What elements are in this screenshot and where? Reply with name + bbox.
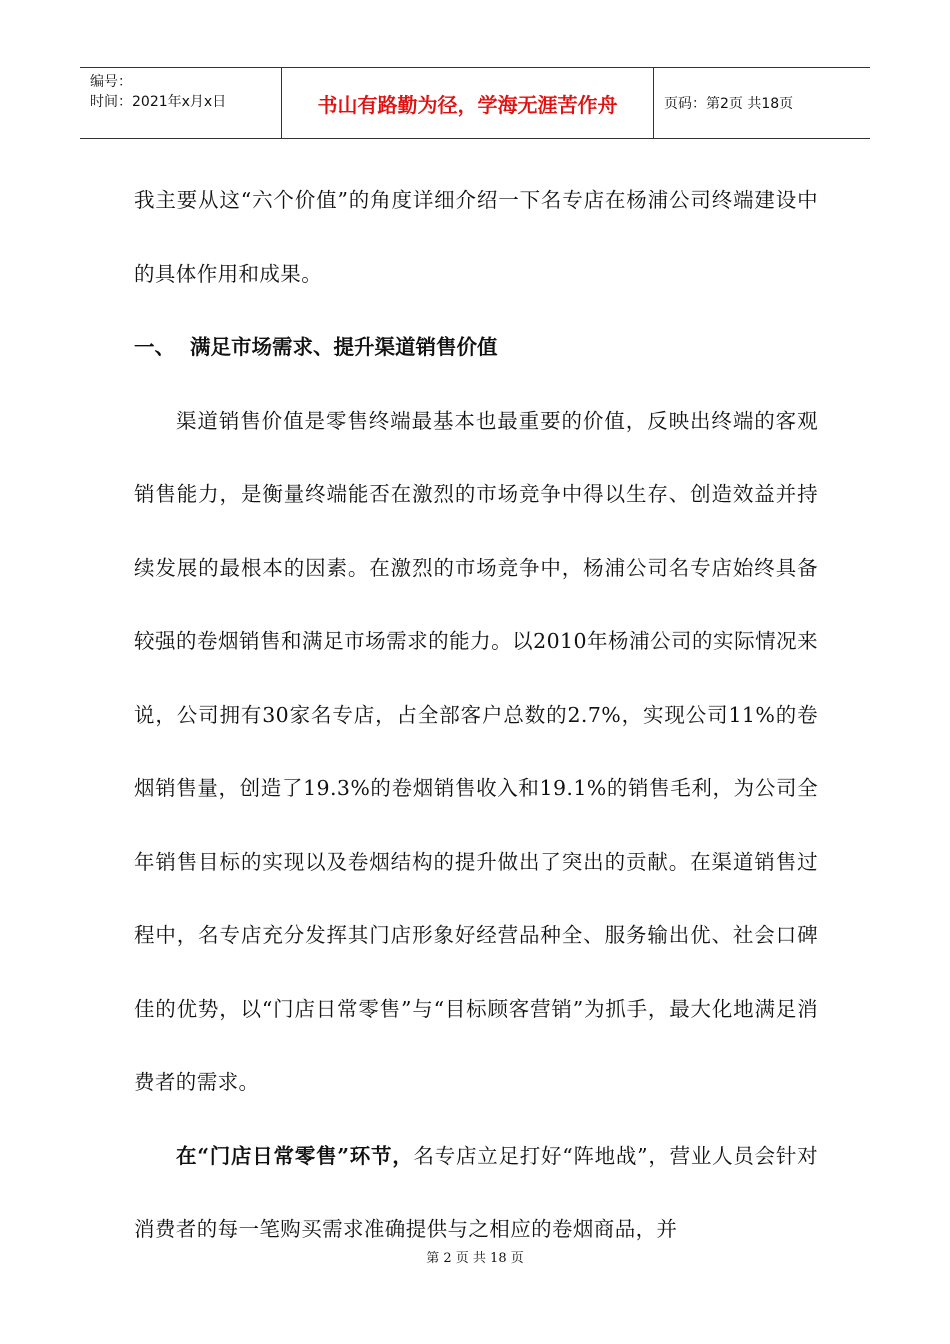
paragraph-store-retail-text: 名专店立足打好“阵地战”，营业人员会针对消费者的每一笔购买需求准确提供与之相应的卷烟商品，并 [134,1143,818,1241]
paragraph-store-retail-lead: 在“门店日常零售”环节， [176,1143,414,1168]
document-body [134,164,818,1267]
document-time-label: 时间：2021年x月x日 [90,94,227,110]
paragraph-store-retail [134,1120,818,1267]
paragraph-intro: 我主要从这“六个价值”的角度详细介绍一下名专店在杨浦公司终端建设中的具体作用和成果。 [134,188,818,286]
document-number-label: 编号： [90,74,132,90]
section-heading-number: 一、 [134,335,175,359]
header-table [80,67,870,139]
header-motto: 书山有路勤为径，学海无涯苦作舟 [282,68,654,138]
header-meta-cell [80,68,282,138]
section-heading-text: 满足市场需求、提升渠道销售价值 [190,335,498,359]
page-footer: 第 2 页 共 18 页 [426,1251,524,1266]
header-page-info: 页码：第2页 共18页 [664,96,794,112]
paragraph-channel-sales: 渠道销售价值是零售终端最基本也最重要的价值，反映出终端的客观销售能力，是衡量终端能否在激烈的市场竞争中得以生存、创造效益并持续发展的最根本的因素。在激烈的市场竞争中，杨浦公司名专店始终具备较强的卷烟销售和满足市场需求的能力。以2010年杨浦公司的实际情况来说，公司拥有30家名专店，占全部客户总数的2.7%，实现公司11%的卷烟销售量，创造了19.3%的卷烟销售收入和19.1%的销售毛利，为公司全年销售目标的实现以及卷烟结构的提升做出了突出的贡献。在渠道销售过程中，名专店充分发挥其门店形象好经营品种全、服务输出优、社会口碑佳的优势，以“门店日常零售”与“目标顾客营销”为抓手，最大化地满足消费者的需求。 [134,408,818,1094]
section-heading [134,311,818,385]
